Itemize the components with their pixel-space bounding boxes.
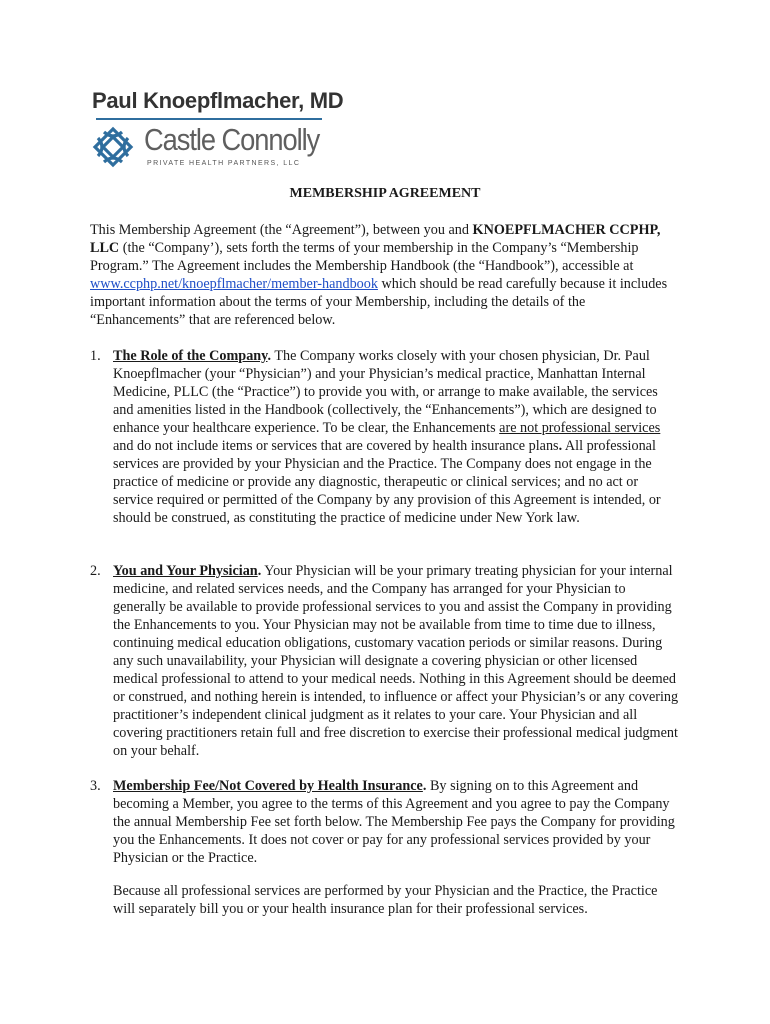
logo-divider <box>96 118 322 120</box>
section-heading: The Role of the Company <box>113 348 268 364</box>
intro-text: (the “Company’), sets forth the terms of your membership in the Company’s “Membership Program.” The Agreement includes the Membership Handbook (the “Handbook”), accessible at <box>90 240 639 274</box>
section-heading: Membership Fee/Not Covered by Health Insurance <box>113 778 423 794</box>
document-title: MEMBERSHIP AGREEMENT <box>289 186 481 201</box>
section-underlined-text: are not professional services <box>499 420 661 436</box>
intro-paragraph <box>90 221 680 329</box>
section-number: 3. <box>90 778 101 794</box>
section-heading: You and Your Physician <box>113 563 258 579</box>
section-text: Your Physician will be your primary treating physician for your internal medicine, and related services needs, and the Company has arranged for your Physician to generally be available to provide professional services to you and assist the Company in providing the Enhancements to you. Your Physician may not be available from time to time due to illness, continuing medical education obligations, customary vacation periods or similar reasons. During any such unavailability, your Physician will designate a covering physician or other licensed medical professional to attend to your medical needs. Nothing in this Agreement should be deemed or construed, and nothing herein is intended, to influence or affect your Physician’s or any covering practitioner’s independent clinical judgment as it relates to your care. Your Physician and all covering practitioners retain full and free discretion to exercise their professional medical judgment on your behalf. <box>113 563 679 759</box>
section-text: By signing on to this Agreement and becoming a Member, you agree to the terms of this Agreement and you agree to pay the Company the annual Membership Fee set forth below. The Membership Fee pays the Company for providing you the Enhancements. It does not cover or pay for any professional services provided by your Physician or the Practice. <box>113 778 675 866</box>
section-role-of-company: 1. The Role of the Company. The Company works closely with your chosen physician, Dr. Paul Knoepflmacher (your “Physician”) and your Physician’s medical practice, Manhattan Internal Medicine, PLLC (the “Practice”) to provide you with, or arrange to make available, the services and amenities listed in the Handbook (collectively, the “Enhancements”), which are designed to enhance your healthcare experience. To be clear, the Enhancements are not professional services and do not include items or services that are covered by health insurance plans. All professional services are provided by your Physician and the Practice. The Company does not engage in the practice of medicine or provide any diagnostic, therapeutic or clinical services; and no act or service required or permitted of the Company by any provision of this Agreement is intended, or should be construed, as constituting the practice of medicine under New York law. <box>90 348 661 526</box>
logo-physician-name: Paul Knoepflmacher, MD <box>92 88 344 113</box>
intro-text: which should be read carefully because it includes important information about the terms of your Membership, including the details of the “Enhancements” that are referenced below. <box>90 276 668 328</box>
section-number: 2. <box>90 563 101 579</box>
handbook-link[interactable]: www.ccphp.net/knoepflmacher/member-handbook <box>90 276 378 292</box>
intro-text: This Membership Agreement (the “Agreement”), between you and <box>90 222 473 238</box>
section-3-continuation: Because all professional services are performed by your Physician and the Practice, the Practice will separately bill you or your health insurance plan for their professional services. <box>113 883 658 917</box>
section-membership-fee: 3. Membership Fee/Not Covered by Health Insurance. By signing on to this Agreement and becoming a Member, you agree to the terms of this Agreement and you agree to pay the Company the annual Membership Fee set forth below. The Membership Fee pays the Company for providing you the Enhancements. It does not cover or pay for any professional services provided by your Physician or the Practice. <box>90 778 675 866</box>
logo-brand-name: Castle Connolly <box>144 122 320 157</box>
section-number: 1. <box>90 348 101 364</box>
company-logo <box>92 88 344 168</box>
section-text: The Company works closely with your chosen physician, Dr. Paul Knoepflmacher (your “Physician”) and your Physician’s medical practice, Manhattan Internal Medicine, PLLC (the “Practice”) to provide you with, or arrange to make available, the services and amenities listed in the Handbook (collectively, the “Enhancements”), which are designed to enhance your healthcare experience. To be clear, the Enhancements <box>113 348 658 436</box>
section-text: All professional services are provided by your Physician and the Practice. The Company does not engage in the practice of medicine or provide any diagnostic, therapeutic or clinical services; and no act or service required or permitted of the Company by any provision of this Agreement is intended, or should be construed, as constituting the practice of medicine under New York law. <box>113 438 661 526</box>
company-name: KNOEPFLMACHER CCPHP, LLC <box>90 222 661 256</box>
logo-subtitle: PRIVATE HEALTH PARTNERS, LLC <box>147 160 301 167</box>
castle-connolly-knot-icon <box>92 126 134 168</box>
section-text: and do not include items or services that are covered by health insurance plans <box>113 438 559 454</box>
section-you-and-your-physician: 2. You and Your Physician. Your Physician will be your primary treating physician for your internal medicine, and related services needs, and the Company has arranged for your Physician to generally be available to provide professional services to you and assist the Company in providing the Enhancements to you. Your Physician may not be available from time to time due to illness, continuing medical education obligations, customary vacation periods or similar reasons. During any such unavailability, your Physician will designate a covering physician or other licensed medical professional to attend to your medical needs. Nothing in this Agreement should be deemed or construed, and nothing herein is intended, to influence or affect your Physician’s or any covering practitioner’s independent clinical judgment as it relates to your care. Your Physician and all covering practitioners retain full and free discretion to exercise their professional medical judgment on your behalf. <box>90 563 679 759</box>
